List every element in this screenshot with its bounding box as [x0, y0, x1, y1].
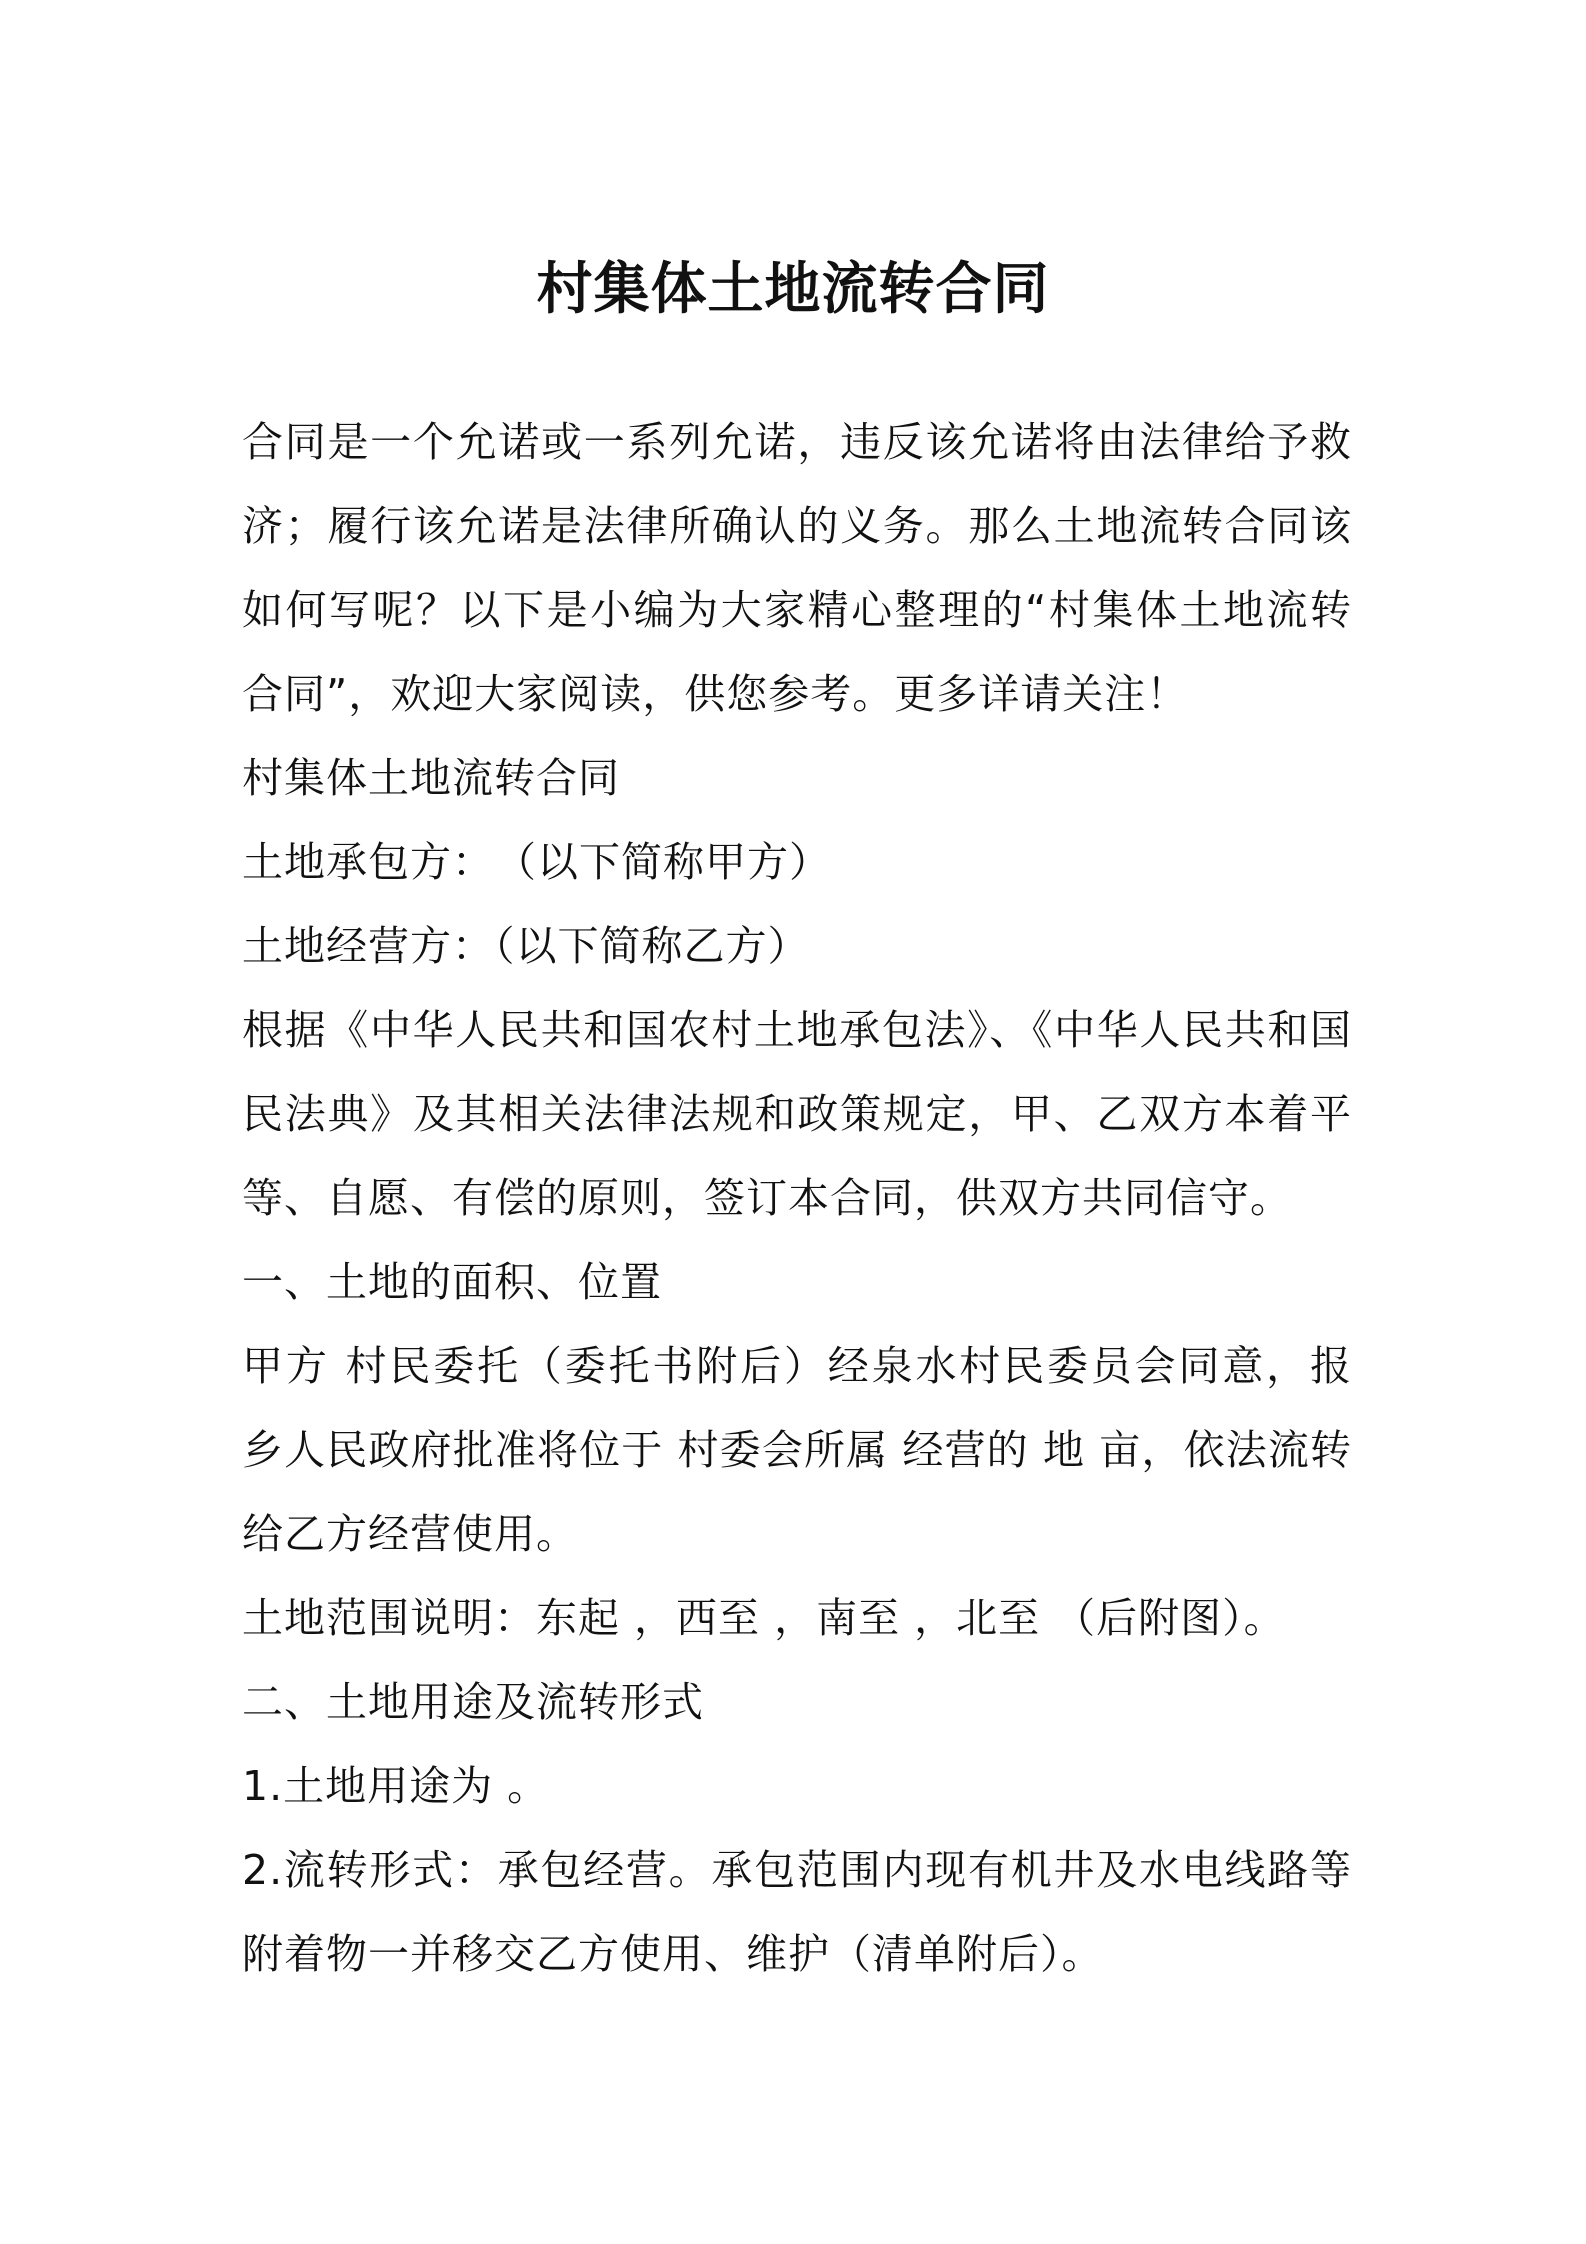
transfer-form-paragraph: 2.流转形式：承包经营。承包范围内现有机井及水电线路等附着物一并移交乙方使用、维护（清单附后）。	[242, 1846, 1352, 1978]
contract-heading: 村集体土地流转合同	[242, 754, 620, 802]
section-1-paragraph: 甲方 村民委托（委托书附后）经泉水村民委员会同意，报 乡人民政府批准将位于 村委会所属 经营的 地 亩，依法流转给乙方经营使用。	[242, 1342, 1352, 1558]
legal-basis-paragraph: 根据《中华人民共和国农村土地承包法》、《中华人民共和国民法典》及其相关法律法规和政策规定，甲、乙双方本着平等、自愿、有偿的原则，签订本合同，供双方共同信守。	[242, 1006, 1352, 1222]
party-b-line: 土地经营方：（以下简称乙方）	[242, 922, 810, 970]
intro-paragraph: 合同是一个允诺或一系列允诺，违反该允诺将由法律给予救济；履行该允诺是法律所确认的义务。那么土地流转合同该如何写呢？以下是小编为大家精心整理的“村集体土地流转合同”，欢迎大家阅读，供您参考。更多详请关注！	[242, 418, 1352, 718]
section-heading-2: 二、土地用途及流转形式	[242, 1678, 704, 1726]
section-heading-1: 一、土地的面积、位置	[242, 1258, 662, 1306]
document-body	[242, 400, 1352, 1996]
party-a-line: 土地承包方： （以下简称甲方）	[242, 838, 831, 886]
document-title: 村集体土地流转合同	[536, 257, 1050, 322]
land-use-line: 1.土地用途为 。	[242, 1762, 550, 1810]
land-scope-line: 土地范围说明：东起 ，西至 ，南至 ，北至 （后附图）。	[242, 1594, 1286, 1642]
